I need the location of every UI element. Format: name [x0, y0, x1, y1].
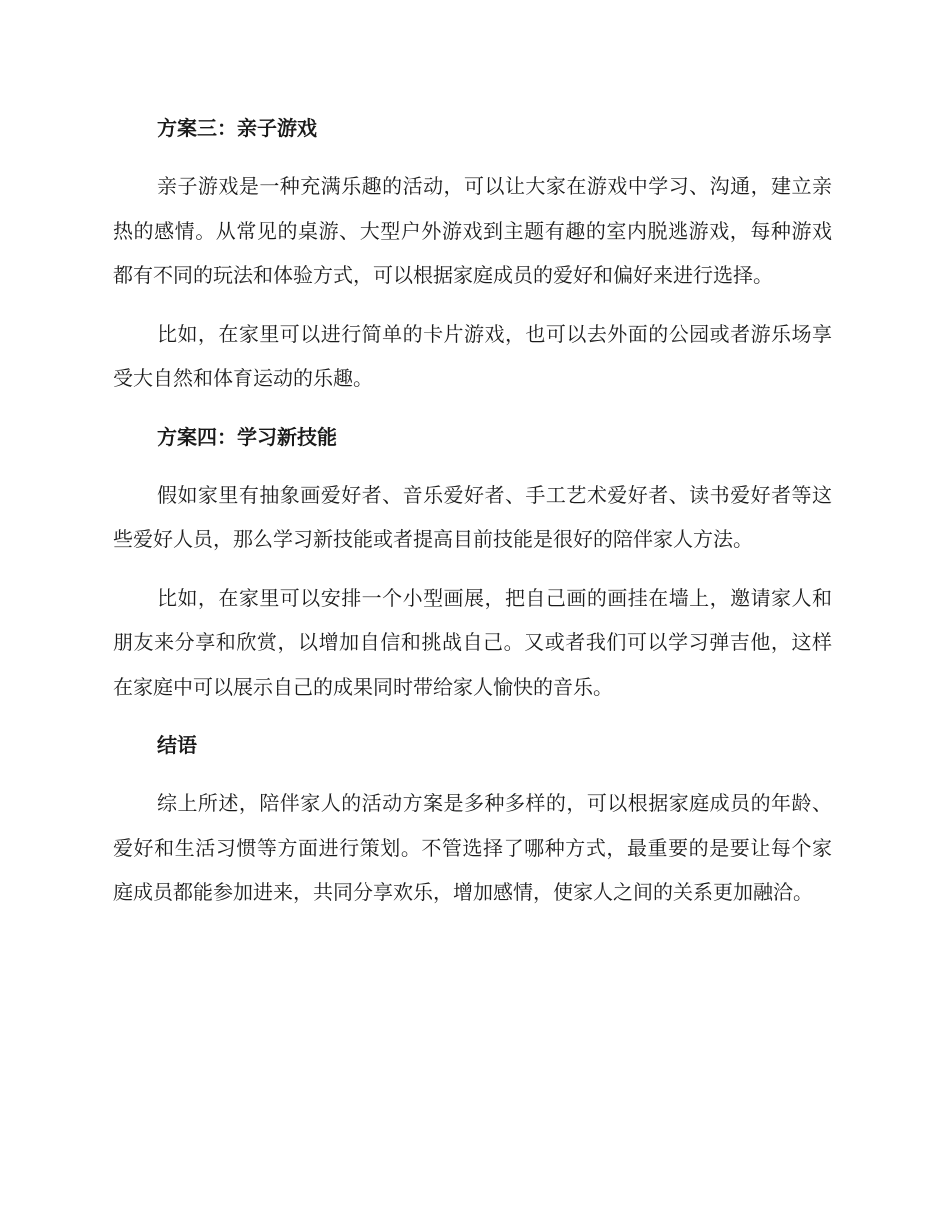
paragraph-conclusion: 综上所述，陪伴家人的活动方案是多种多样的，可以根据家庭成员的年龄、爱好和生活习惯等方面进行策划。不管选择了哪种方式，最重要的是要让每个家庭成员都能参加进来，共同分享欢乐，增加感情，使家人之间的关系更加融洽。	[113, 791, 832, 904]
paragraph-new-skills: 假如家里有抽象画爱好者、音乐爱好者、手工艺术爱好者、读书爱好者等这些爱好人员，那么学习新技能或者提高目前技能是很好的陪伴家人方法。	[113, 482, 832, 551]
paragraph-parent-child-games: 亲子游戏是一种充满乐趣的活动，可以让大家在游戏中学习、沟通，建立亲热的感情。从常见的桌游、大型户外游戏到主题有趣的室内脱逃游戏，每种游戏都有不同的玩法和体验方式，可以根据家庭成员的爱好和偏好来进行选择。	[113, 174, 832, 287]
section-heading-conclusion: 结语	[157, 733, 197, 757]
section-heading-plan-three: 方案三：亲子游戏	[157, 116, 317, 140]
paragraph-card-games-example: 比如，在家里可以进行简单的卡片游戏，也可以去外面的公园或者游乐场享受大自然和体育运动的乐趣。	[113, 321, 832, 390]
paragraph-art-show-example: 比如，在家里可以安排一个小型画展，把自己画的画挂在墙上，邀请家人和朋友来分享和欣赏，以增加自信和挑战自己。又或者我们可以学习弹吉他，这样在家庭中可以展示自己的成果同时带给家人愉快的音乐。	[113, 585, 832, 699]
section-heading-plan-four: 方案四：学习新技能	[157, 424, 337, 449]
